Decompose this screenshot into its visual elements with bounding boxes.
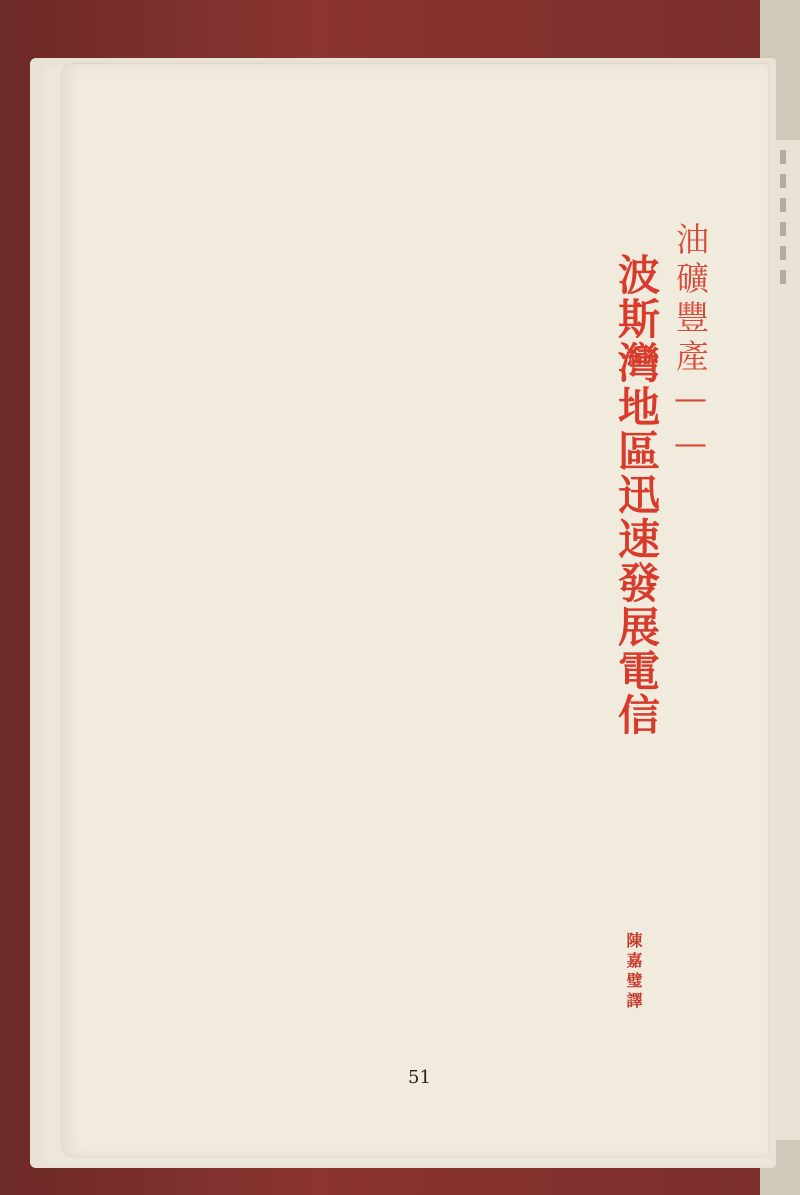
- page: [62, 64, 768, 1156]
- page-number: 51: [408, 1067, 431, 1088]
- article-title: 波斯灣地區迅速發展電信: [612, 253, 661, 737]
- translator-credit: 陳嘉璧譯: [624, 932, 643, 1012]
- article-kicker: 油礦豐產——: [671, 222, 710, 468]
